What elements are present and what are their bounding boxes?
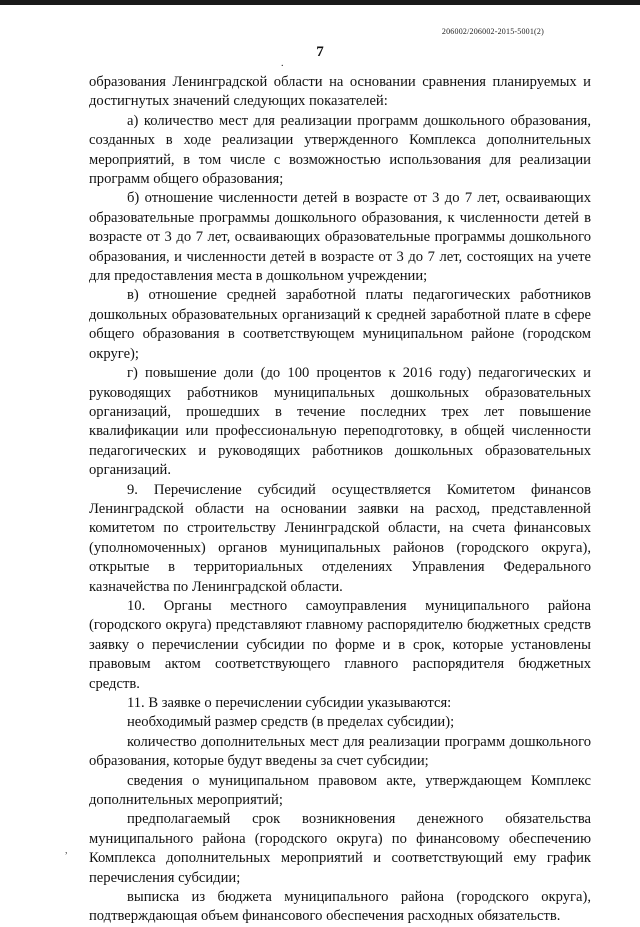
paragraph-item-g: г) повышение доли (до 100 процентов к 2016 году) педагогических и руководящих работников муниципальных дошкольных образовательных организаций, прошедших в течение последних трех лет повышение квалификации или профессиональную переподготовку, в общей численности педагогических и руководящих работников дошкольных образовательных организаций.	[89, 365, 591, 479]
paragraph-item-b: б) отношение численности детей в возрасте от 3 до 7 лет, осваивающих образовательные программы дошкольного образования, к численности детей в возрасте от 3 до 7 лет, осваивающих образовательные программы дошкольного образования, и численности детей в возрасте от 3 до 7 лет, состоящих на учете для предоставления места в дошкольном учреждении;	[89, 190, 591, 285]
paragraph-clause-11-item-2: количество дополнительных мест для реализации программ дошкольного образования, которые будут введены за счет субсидии;	[89, 733, 591, 770]
scan-speck: .	[281, 58, 284, 69]
paragraph-item-a: а) количество мест для реализации программ дошкольного образования, созданных в ходе реализации утвержденного Комплекса дополнительных мероприятий, в том числе с возможностью использования для реализации программ общего образования;	[89, 112, 591, 188]
paragraph-clause-10: 10. Органы местного самоуправления муниципального района (городского округа) представляют главному распорядителю бюджетных средств заявку о перечислении субсидии по форме и в срок, которые установлены правовым актом соответствующего главного распорядителя бюджетных средств.	[89, 597, 591, 692]
paragraph-clause-11-item-4: предполагаемый срок возникновения денежного обязательства муниципального района (городского округа) по финансовому обеспечению Комплекса дополнительных мероприятий и соответствующий ему график перечисления субсидии;	[89, 811, 591, 886]
paragraph-clause-11: 11. В заявке о перечислении субсидии указываются:	[127, 695, 452, 711]
document-id: 206002/206002-2015-5001(2)	[441, 27, 544, 36]
document-body	[89, 73, 591, 927]
scan-top-edge	[0, 0, 640, 5]
paragraph-item-v: в) отношение средней заработной платы педагогических работников дошкольных образовательных организаций к средней заработной плате в сфере общего образования в соответствующем муниципальном районе (городском округе);	[89, 287, 591, 362]
paragraph-continuation: образования Ленинградской области на основании сравнения планируемых и достигнутых значений следующих показателей:	[89, 74, 591, 110]
paragraph-clause-9: 9. Перечисление субсидий осуществляется Комитетом финансов Ленинградской области на основании заявки на расход, представленной комитетом по строительству Ленинградской области, на счета финансовых (уполномоченных) органов муниципальных районов (городского округа), открытые в территориальных отделениях Управления Федерального казначейства по Ленинградской области.	[89, 481, 591, 595]
page-number: 7	[316, 44, 324, 60]
paragraph-clause-11-item-3: сведения о муниципальном правовом акте, утверждающем Комплекс дополнительных мероприятий;	[89, 772, 591, 809]
scan-margin-mark: ,	[65, 845, 68, 856]
paragraph-clause-11-item-1: необходимый размер средств (в пределах субсидии);	[127, 714, 455, 731]
paragraph-clause-11-item-5: выписка из бюджета муниципального района (городского округа), подтверждающая объем финансового обеспечения расходных обязательств.	[89, 889, 591, 925]
